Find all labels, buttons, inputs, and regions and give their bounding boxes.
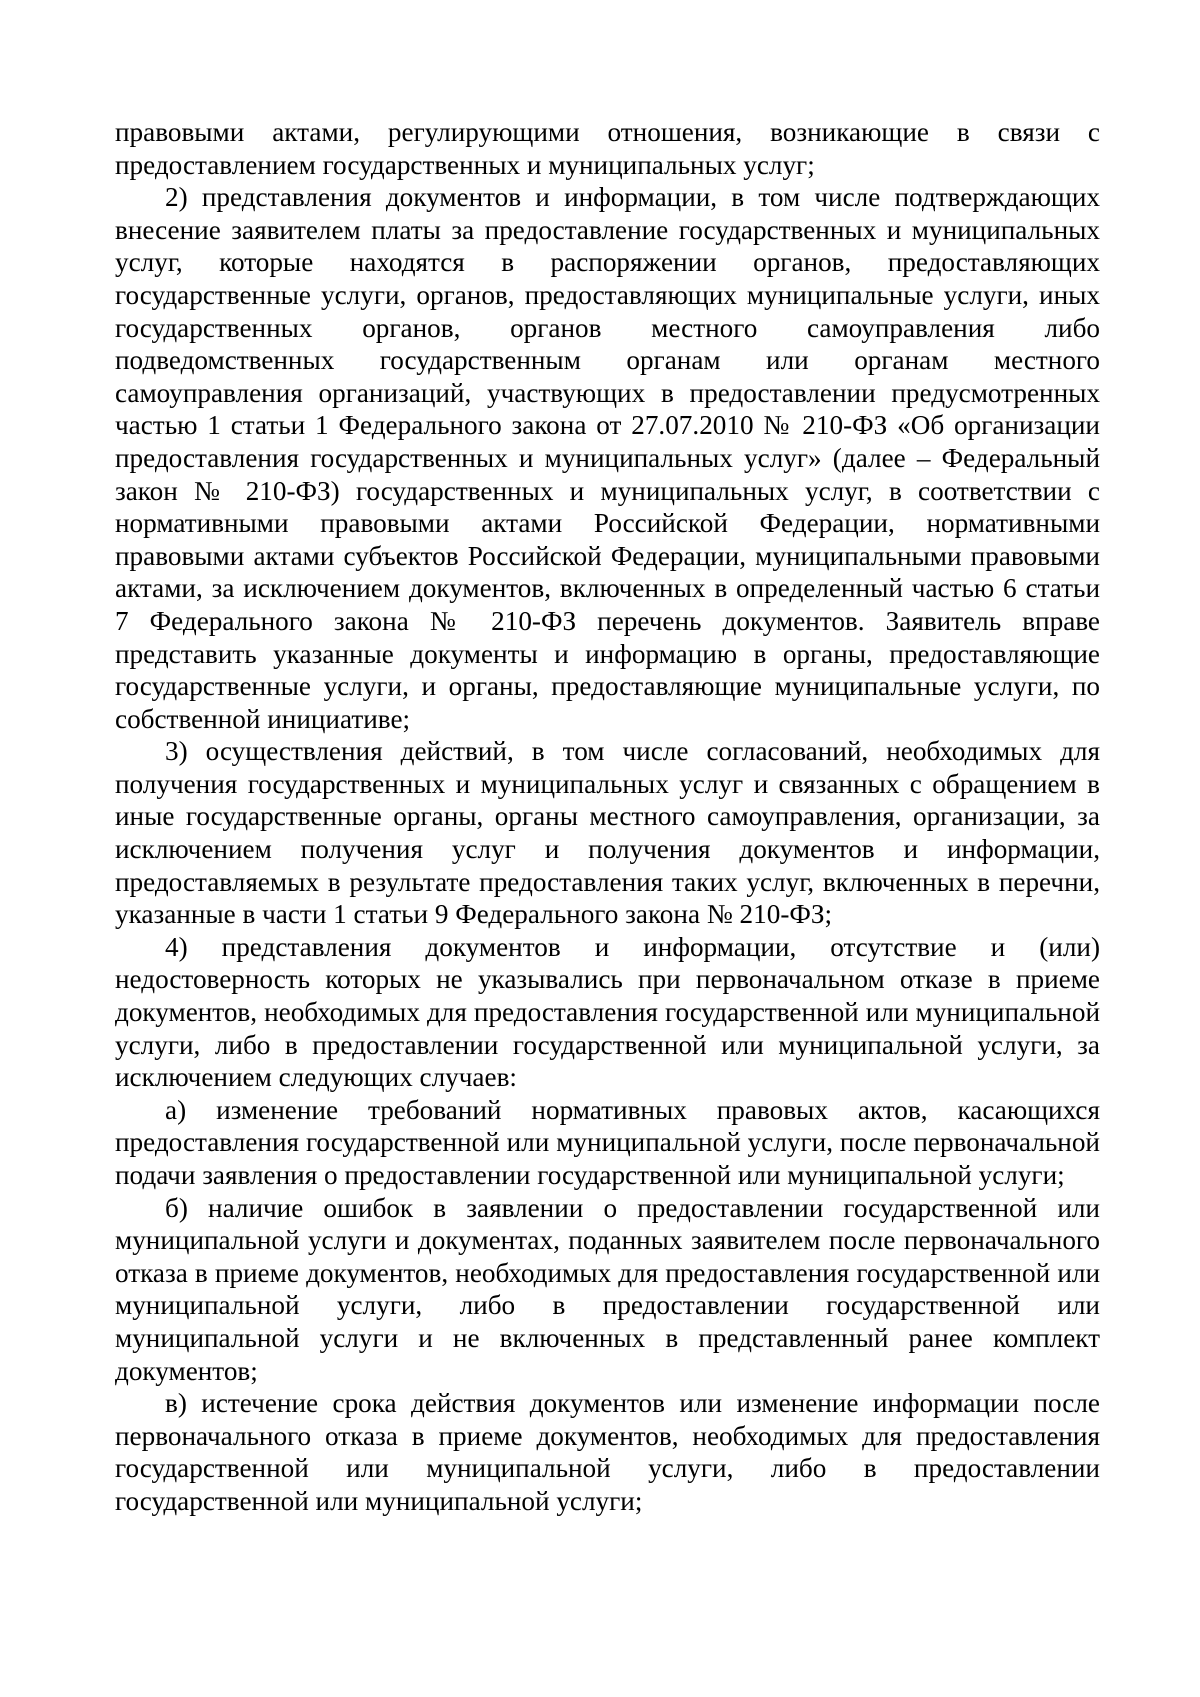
paragraph-subitem-a: а) изменение требований нормативных правовых актов, касающихся предоставления государственной или муниципальной услуги, после первоначальной подачи заявления о предоставлении государственной или муниципальной услуги; [115, 1094, 1100, 1190]
paragraph-subitem-v: в) истечение срока действия документов или изменение информации после первоначального отказа в приеме документов, необходимых для предоставления государственной или муниципальной услуги, либо в предоставлении государственной или муниципальной услуги; [115, 1388, 1100, 1516]
paragraph-continuation: правовыми актами, регулирующими отношения, возникающие в связи с предоставлением государственных и муниципальных услуг; [115, 117, 1100, 180]
paragraph-item-2: 2) представления документов и информации, в том числе подтверждающих внесение заявителем платы за предоставление государственных и муниципальных услуг, которые находятся в распоряжении органов, предоставляющих государственные услуги, органов, предоставляющих муниципальные услуги, иных государственных органов, органов местного самоуправления либо подведомственных государственным органам или органам местного самоуправления организаций, участвующих в предоставлении предусмотренных частью 1 статьи 1 Федерального закона от 27.07.2010 № 210-ФЗ «Об организации предоставления государственных и муниципальных услуг» (далее – Федеральный закон № 210-ФЗ) государственных и муниципальных услуг, в соответствии с нормативными правовыми актами Российской Федерации, нормативными правовыми актами субъектов Российской Федерации, муниципальными правовыми актами, за исключением документов, включенных в определенный частью 6 статьи 7 Федерального закона № 210-ФЗ перечень документов. Заявитель вправе представить указанные документы и информацию в органы, предоставляющие государственные услуги, и органы, предоставляющие муниципальные услуги, по собственной инициативе; [115, 182, 1100, 734]
paragraph-item-4: 4) представления документов и информации, отсутствие и (или) недостоверность которых не указывались при первоначальном отказе в приеме документов, необходимых для предоставления государственной или муниципальной услуги, либо в предоставлении государственной или муниципальной услуги, за исключением следующих случаев: [115, 931, 1100, 1093]
paragraph-item-3: 3) осуществления действий, в том числе согласований, необходимых для получения государственных и муниципальных услуг и связанных с обращением в иные государственные органы, органы местного самоуправления, организации, за исключением получения услуг и получения документов и информации, предоставляемых в результате предоставления таких услуг, включенных в перечни, указанные в части 1 статьи 9 Федерального закона № 210-ФЗ; [115, 736, 1100, 930]
document-page [115, 116, 1100, 1518]
paragraph-subitem-b: б) наличие ошибок в заявлении о предоставлении государственной или муниципальной услуги и документах, поданных заявителем после первоначального отказа в приеме документов, необходимых для предоставления государственной или муниципальной услуги, либо в предоставлении государственной или муниципальной услуги и не включенных в представленный ранее комплект документов; [115, 1192, 1100, 1386]
